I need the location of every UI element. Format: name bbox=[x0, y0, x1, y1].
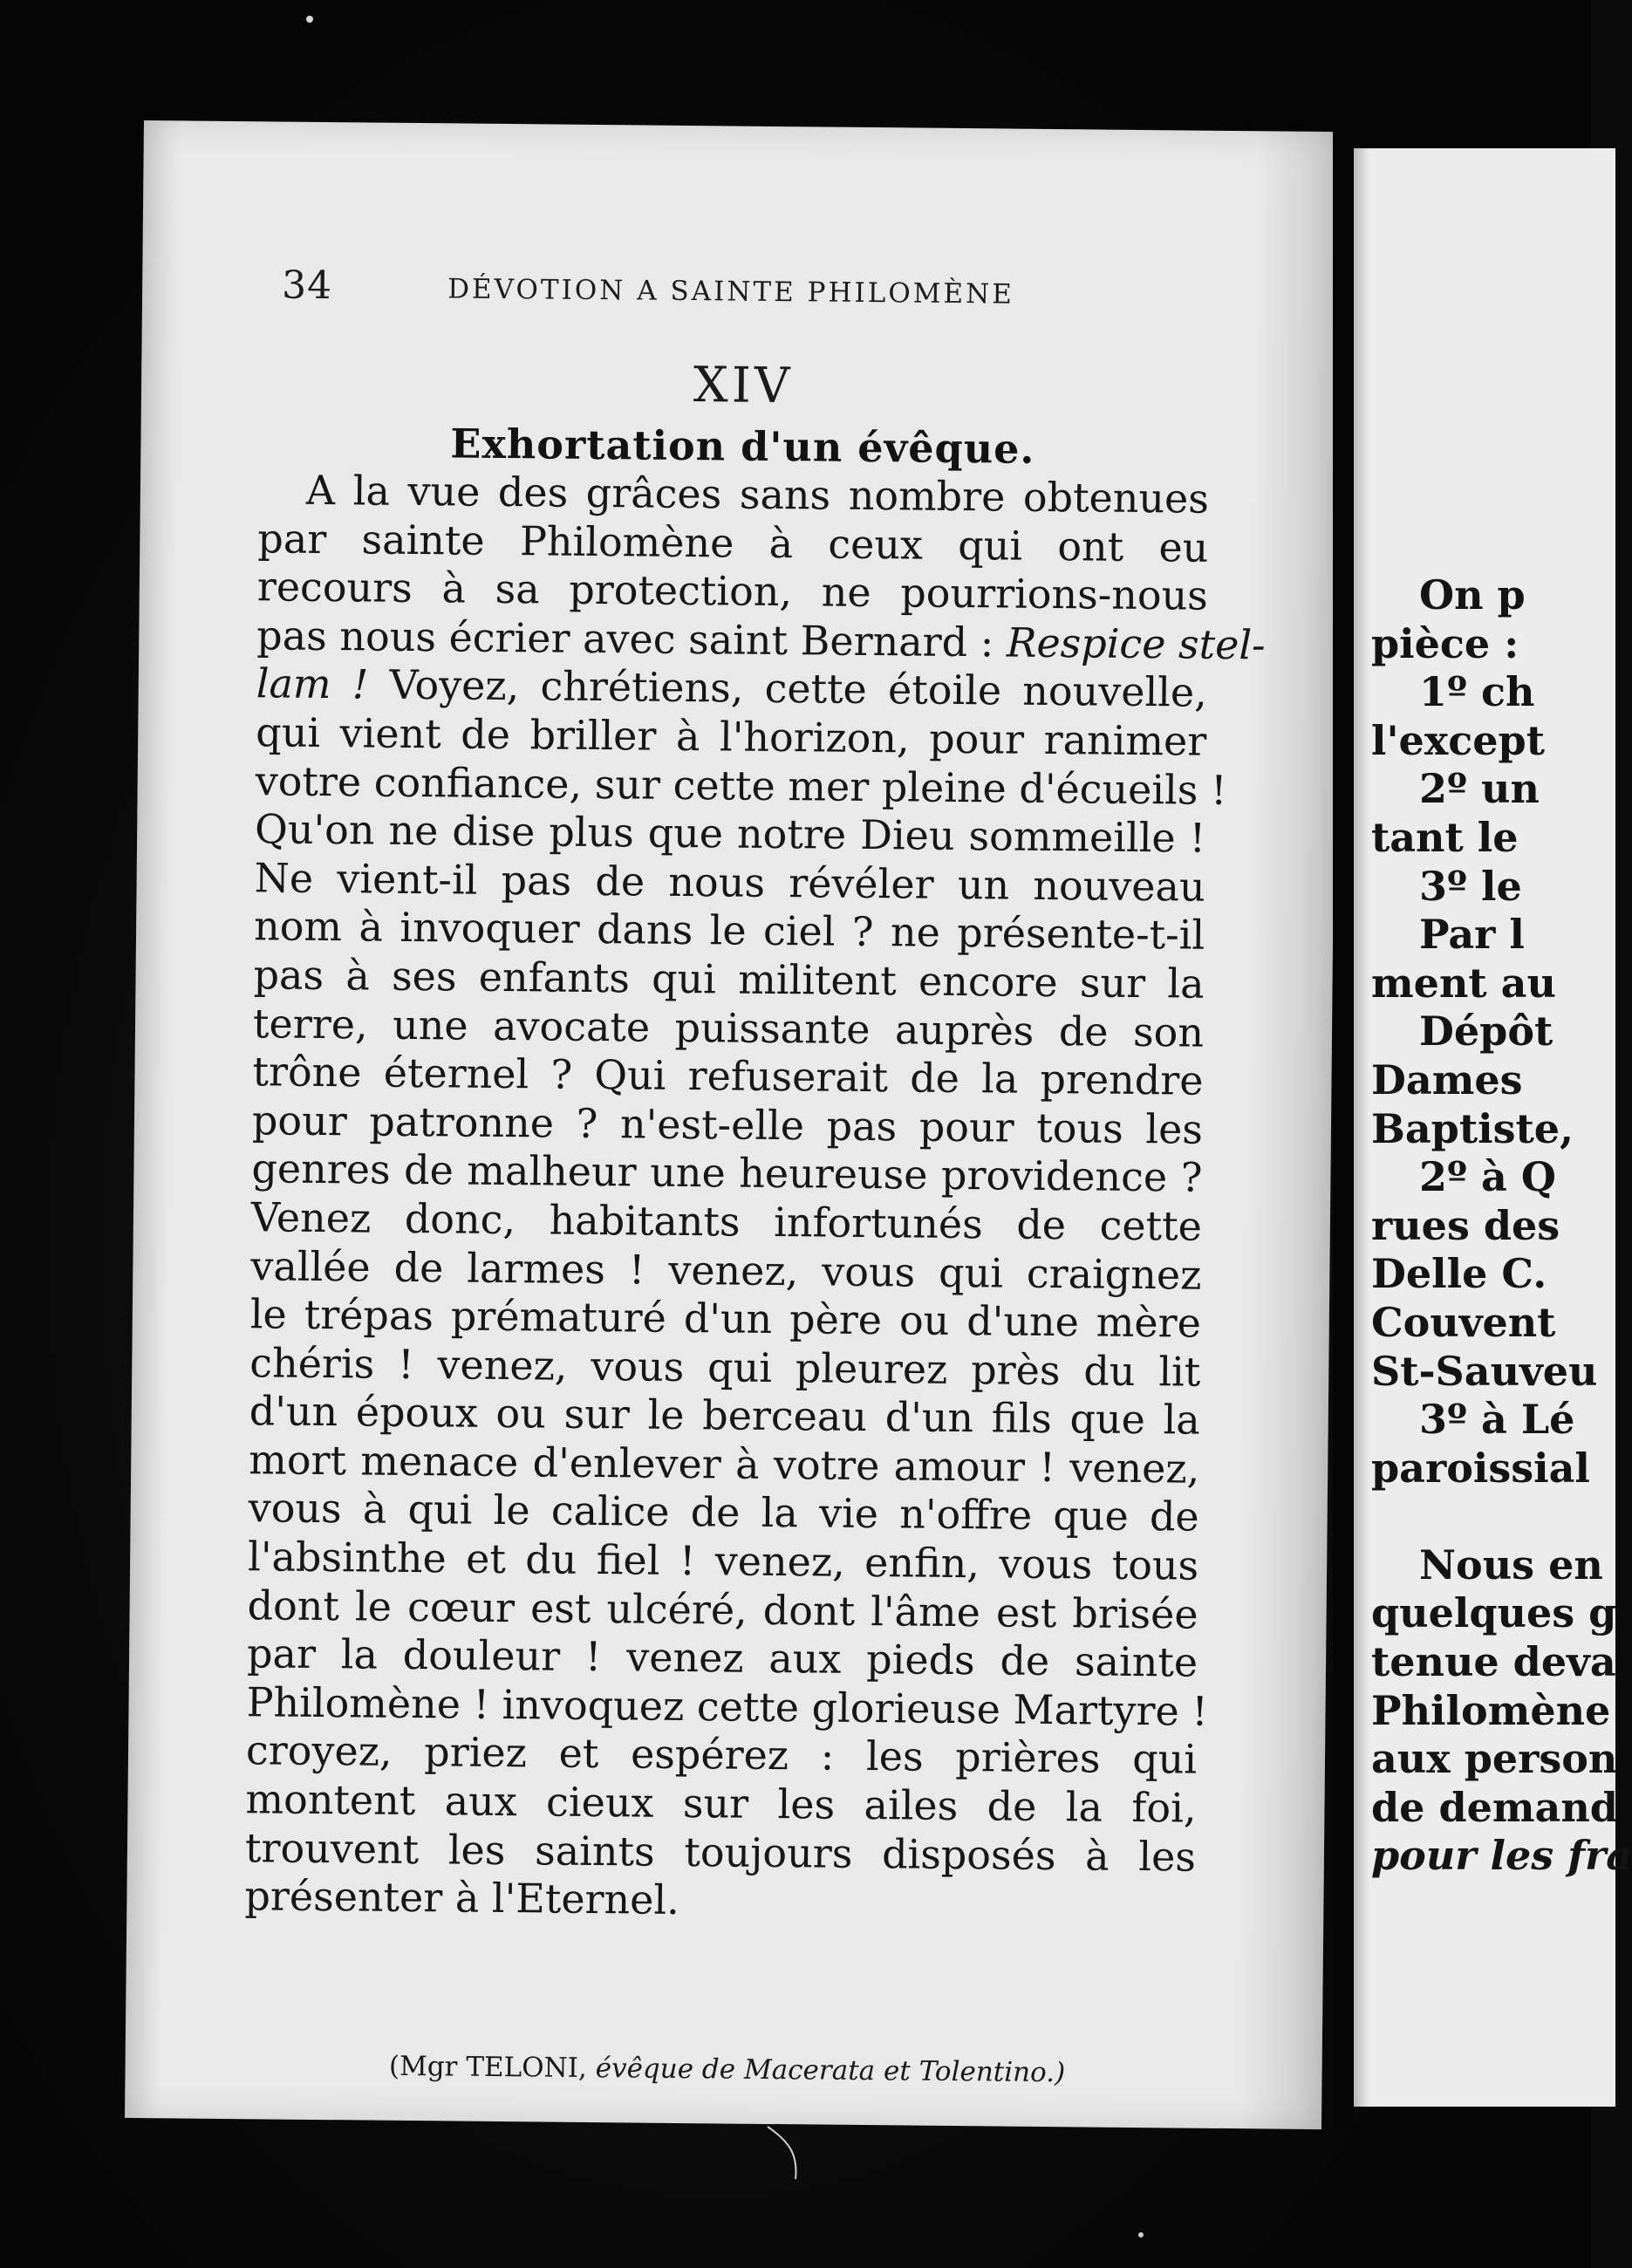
body-text bbox=[244, 466, 1266, 1930]
text-segment: pas nous écrier avec saint Bernard : bbox=[256, 611, 994, 666]
attribution-role: évêque de Macerata et Tolentino.) bbox=[595, 2053, 1066, 2089]
text-line: 2º à Q bbox=[1419, 1153, 1556, 1201]
text-line: de demand bbox=[1371, 1783, 1618, 1831]
text-line: par la douleur ! venez aux pieds de sainte bbox=[246, 1629, 1198, 1686]
text-line: Nous en bbox=[1419, 1540, 1603, 1588]
text-line: 3º à Lé bbox=[1419, 1396, 1575, 1444]
text-line: quelques g bbox=[1371, 1589, 1617, 1637]
text-line: le trépas prématuré d'un père ou d'une mère bbox=[249, 1290, 1202, 1347]
text-line: tenue deva bbox=[1371, 1638, 1616, 1686]
text-line: d'un époux ou sur le berceau d'un fils que la bbox=[249, 1387, 1201, 1444]
text-line: tant le bbox=[1371, 813, 1519, 861]
latin-quote: lam ! bbox=[256, 659, 369, 708]
text-line: terre, une avocate puissante auprès de son bbox=[252, 999, 1205, 1056]
text-line: montent aux cieux sur les ailes de la foi, bbox=[245, 1775, 1197, 1832]
page-number: 34 bbox=[281, 263, 333, 309]
text-line: 2º un bbox=[1419, 765, 1540, 813]
text-line: votre confiance, sur cette mer pleine d'écueils ! bbox=[255, 756, 1227, 814]
text-line: chéris ! venez, vous qui pleurez près du lit bbox=[249, 1338, 1201, 1396]
chapter-number: XIV bbox=[693, 357, 794, 415]
latin-quote: Respice stel- bbox=[1006, 618, 1266, 669]
text-line: vallée de larmes ! venez, vous qui craignez bbox=[250, 1241, 1202, 1299]
text-line: Par l bbox=[1419, 911, 1525, 959]
text-segment: Voyez, chrétiens, cette étoile nouvelle, bbox=[389, 661, 1208, 717]
text-line: trône éternel ? Qui refuserait de la prendre bbox=[252, 1048, 1204, 1104]
text-line: mort menace d'enlever à votre amour ! venez, bbox=[249, 1436, 1200, 1493]
running-head bbox=[282, 263, 1242, 325]
text-line: trouvent les saints toujours disposés à les bbox=[244, 1823, 1197, 1881]
attribution bbox=[125, 2048, 1328, 2091]
text-line: Ne vient-il pas de nous révéler un nouveau bbox=[254, 854, 1205, 911]
text-line: pour patronne ? n'est-elle pas pour tous les bbox=[251, 1096, 1204, 1153]
text-line: pièce : bbox=[1371, 619, 1519, 667]
text-line: Dépôt bbox=[1419, 1008, 1553, 1055]
text-line: qui vient de briller à l'horizon, pour ranimer bbox=[256, 708, 1207, 765]
right-page-text bbox=[1371, 571, 1632, 1881]
paragraph-gap bbox=[1371, 1493, 1632, 1541]
text-line: Baptiste, bbox=[1371, 1104, 1574, 1152]
text-line: rues des bbox=[1371, 1201, 1560, 1249]
text-line: l'absinthe et du fiel ! venez, enfin, vous tous bbox=[247, 1533, 1199, 1589]
text-line: Venez donc, habitants infortunés de cette bbox=[250, 1193, 1203, 1250]
text-line: croyez, priez et espérez : les prières qui bbox=[245, 1726, 1198, 1784]
attribution-prefix: (Mgr bbox=[388, 2050, 458, 2083]
text-line: Philomène bbox=[1371, 1686, 1611, 1734]
text-line: par sainte Philomène à ceux qui ont eu bbox=[257, 514, 1209, 571]
text-line bbox=[256, 660, 1207, 718]
text-line: ment au bbox=[1371, 959, 1556, 1007]
text-line: paroissial bbox=[1371, 1444, 1590, 1492]
text-line: Dames bbox=[1371, 1055, 1523, 1103]
text-line: Philomène ! invoquez cette glorieuse Martyre ! bbox=[246, 1678, 1209, 1735]
text-line: vous à qui le calice de la vie n'offre que de bbox=[248, 1484, 1199, 1541]
left-page bbox=[125, 120, 1341, 2129]
text-line: aux person bbox=[1371, 1735, 1618, 1783]
text-line: pas à ses enfants qui militent encore sur la bbox=[253, 951, 1205, 1008]
text-line: genres de malheur une heureuse providence ? bbox=[251, 1144, 1203, 1202]
text-line: Qu'on ne dise plus que notre Dieu sommeille ! bbox=[254, 805, 1206, 862]
text-line: 1º ch bbox=[1419, 668, 1535, 716]
right-page-fragment bbox=[1354, 148, 1632, 2107]
attribution-name: TELONI, bbox=[466, 2051, 588, 2084]
text-line: dont le cœur est ulcéré, dont l'âme est brisée bbox=[247, 1581, 1198, 1638]
text-line: pour les fra bbox=[1371, 1832, 1632, 1880]
text-line: l'except bbox=[1371, 716, 1545, 764]
text-line: On p bbox=[1419, 571, 1526, 618]
text-line: St-Sauveu bbox=[1371, 1347, 1598, 1395]
text-line: Couvent bbox=[1371, 1298, 1556, 1346]
text-line: présenter à l'Eternel. bbox=[244, 1872, 680, 1924]
text-line: nom à invoquer dans le ciel ? ne présente-t-il bbox=[253, 902, 1205, 960]
text-line: A la vue des grâces sans nombre obtenues bbox=[305, 466, 1210, 523]
running-title: DÉVOTION A SAINTE PHILOMÈNE bbox=[447, 273, 1015, 311]
text-line: Delle C. bbox=[1371, 1250, 1547, 1298]
text-line: 3º le bbox=[1419, 862, 1522, 910]
chapter-title: Exhortation d'un évêque. bbox=[450, 420, 1035, 473]
text-line bbox=[256, 611, 1266, 669]
text-line: recours à sa protection, ne pourrions-nous bbox=[256, 563, 1209, 619]
